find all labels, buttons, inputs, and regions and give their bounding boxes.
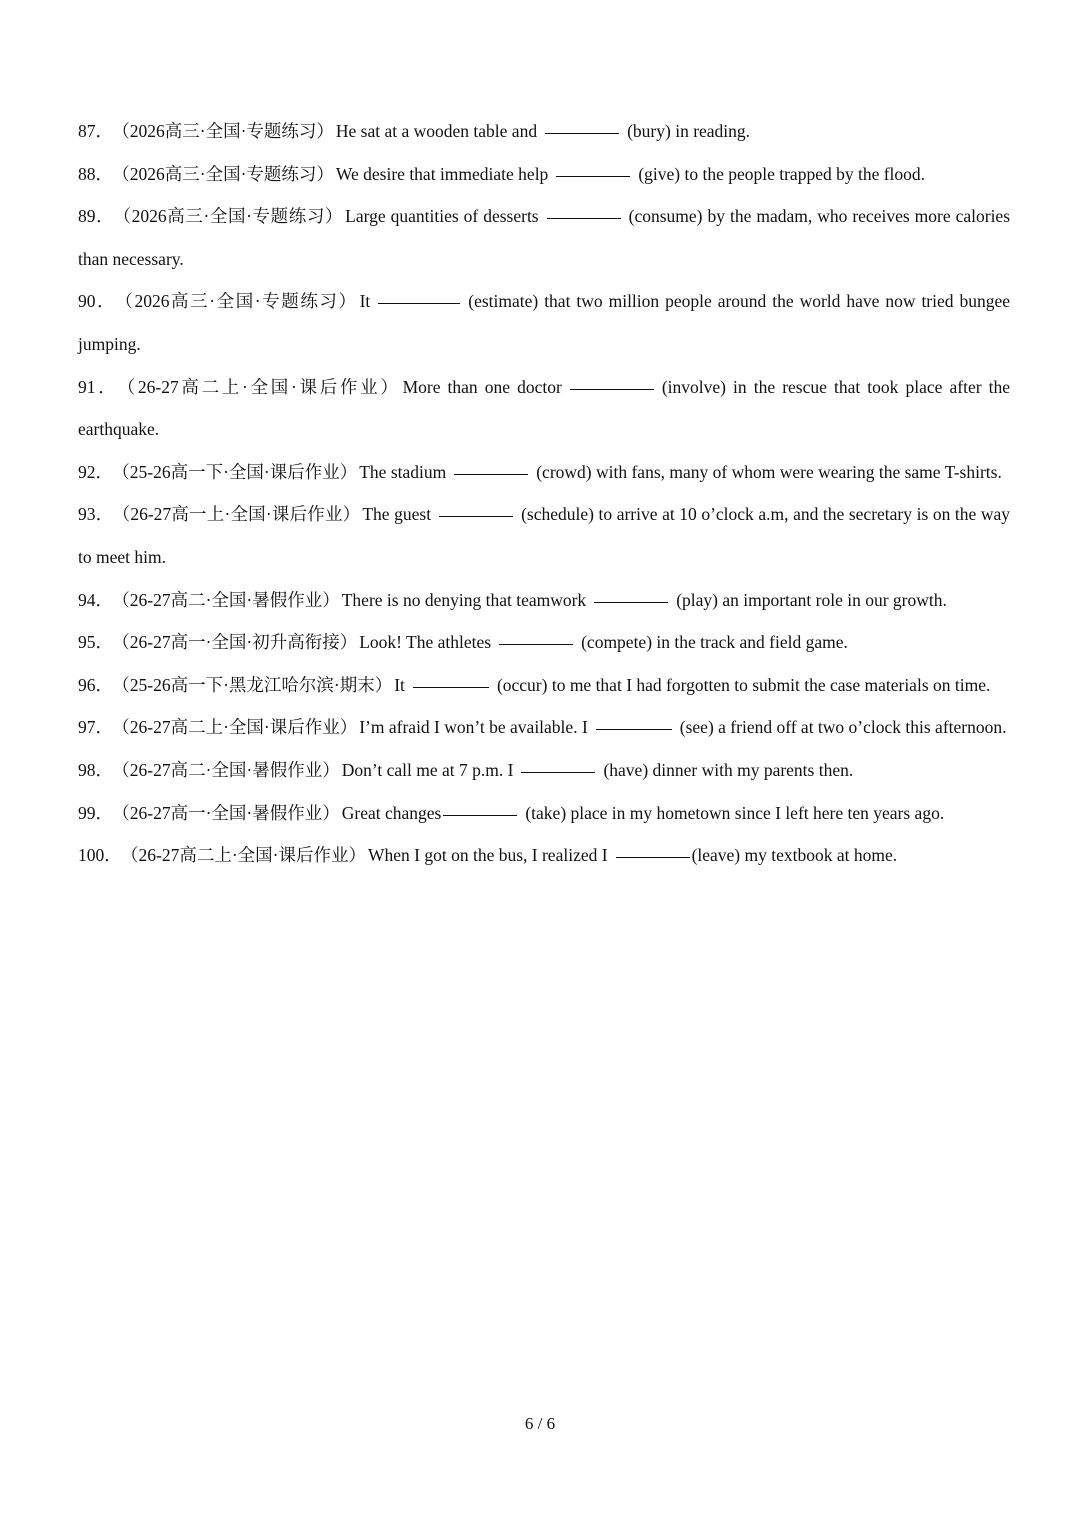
question-text-before: It	[394, 674, 405, 695]
question-source: （26-27高二上·全国·课后作业）	[126, 376, 401, 397]
question-list	[78, 110, 1010, 877]
question-source: （26-27高一上·全国·课后作业）	[121, 504, 361, 525]
question-number: 88．	[78, 163, 113, 184]
answer-blank	[545, 132, 619, 134]
question-text-before: The stadium	[359, 461, 447, 482]
question-97	[78, 706, 1010, 749]
question-text-before: When I got on the bus, I realized I	[367, 845, 608, 866]
question-text-before: There is no denying that teamwork	[341, 589, 587, 610]
question-text-before: I’m afraid I won’t be available. I	[359, 717, 588, 738]
question-number: 92．	[78, 461, 113, 482]
question-number: 89．	[78, 206, 115, 227]
question-99	[78, 792, 1010, 835]
question-text-after: (leave) my textbook at home.	[691, 845, 898, 866]
question-number: 95．	[78, 632, 113, 653]
question-text-after: (play) an important role in our growth.	[676, 589, 947, 610]
answer-blank	[439, 515, 513, 517]
question-number: 91．	[78, 376, 119, 397]
question-text-before: Large quantities of desserts	[345, 206, 539, 227]
question-source: （26-27高二上·全国·课后作业）	[121, 717, 358, 738]
question-number: 90．	[78, 291, 117, 312]
question-text-after: (estimate) that two million people around the world have now tried bungee jumping.	[78, 291, 1011, 354]
question-text-after: (compete) in the track and field game.	[581, 632, 848, 653]
question-text-before: He sat at a wooden table and	[335, 121, 538, 141]
answer-blank	[521, 771, 595, 773]
question-text-after: (give) to the people trapped by the flood.	[638, 163, 926, 184]
question-text-after: (schedule) to arrive at 10 o’clock a.m, and the secretary is on the way to meet him.	[78, 504, 1010, 567]
question-text-after: (have) dinner with my parents then.	[603, 759, 854, 780]
question-number: 94．	[78, 589, 113, 610]
question-source: （26-27高二·全国·暑假作业）	[121, 759, 340, 780]
page-number: 6 / 6	[524, 1414, 556, 1433]
question-source: （26-27高二·全国·暑假作业）	[121, 589, 340, 610]
question-text-before: The guest	[362, 504, 432, 525]
question-number: 97．	[78, 717, 113, 738]
question-text-before: It	[359, 291, 371, 312]
question-number: 99．	[78, 802, 113, 823]
question-text-before: Great changes	[341, 802, 442, 823]
question-100	[78, 834, 1010, 877]
question-source: （2026高三·全国·专题练习）	[122, 206, 344, 227]
question-source: （26-27高二上·全国·课后作业）	[129, 845, 366, 866]
question-text-after: (crowd) with fans, many of whom were wearing the same T-shirts.	[536, 461, 1002, 482]
question-text-after: (involve) in the rescue that took place after the earthquake.	[78, 376, 1011, 440]
question-text-after: (bury) in reading.	[627, 121, 751, 141]
question-number: 87．	[78, 121, 113, 141]
question-text-before: Look! The athletes	[359, 632, 492, 653]
answer-blank	[413, 686, 489, 688]
question-93	[78, 493, 1010, 578]
question-89	[78, 195, 1010, 280]
question-number: 96．	[78, 674, 113, 695]
question-98	[78, 749, 1010, 792]
answer-blank	[596, 728, 672, 730]
question-text-after: (occur) to me that I had forgotten to submit the case materials on time.	[496, 674, 991, 695]
question-source: （2026高三·全国·专题练习）	[124, 291, 358, 312]
answer-blank	[556, 175, 630, 177]
question-90	[78, 280, 1010, 365]
question-source: （26-27高一·全国·初升高衔接）	[121, 632, 358, 653]
question-number: 98．	[78, 759, 113, 780]
question-91	[78, 366, 1010, 451]
question-text-after: (consume) by the madam, who receives more calories than necessary.	[78, 206, 1011, 269]
question-text-before: Don’t call me at 7 p.m. I	[341, 759, 514, 780]
answer-blank	[443, 814, 517, 816]
question-87	[78, 110, 1010, 153]
answer-blank	[454, 473, 528, 475]
answer-blank	[499, 643, 573, 645]
answer-blank	[378, 302, 460, 304]
question-source: （25-26高一下·黑龙江哈尔滨·期末）	[121, 674, 393, 695]
question-88	[78, 153, 1010, 196]
question-text-after: (take) place in my hometown since I left here ten years ago.	[525, 802, 945, 823]
question-text-before: We desire that immediate help	[335, 163, 549, 184]
question-source: （25-26高一下·全国·课后作业）	[121, 461, 358, 482]
answer-blank	[547, 217, 621, 219]
question-number: 100．	[78, 845, 122, 866]
question-source: （26-27高一·全国·暑假作业）	[121, 802, 340, 823]
question-92	[78, 451, 1010, 494]
question-95	[78, 621, 1010, 664]
answer-blank	[616, 856, 690, 858]
answer-blank	[570, 388, 654, 390]
question-source: （2026高三·全国·专题练习）	[121, 121, 334, 141]
question-text-after: (see) a friend off at two o’clock this afternoon.	[679, 717, 1007, 738]
question-96	[78, 664, 1010, 707]
question-number: 93．	[78, 504, 114, 525]
question-text-before: More than one doctor	[402, 376, 562, 397]
question-source: （2026高三·全国·专题练习）	[121, 163, 334, 184]
answer-blank	[594, 601, 668, 603]
question-94	[78, 579, 1010, 622]
